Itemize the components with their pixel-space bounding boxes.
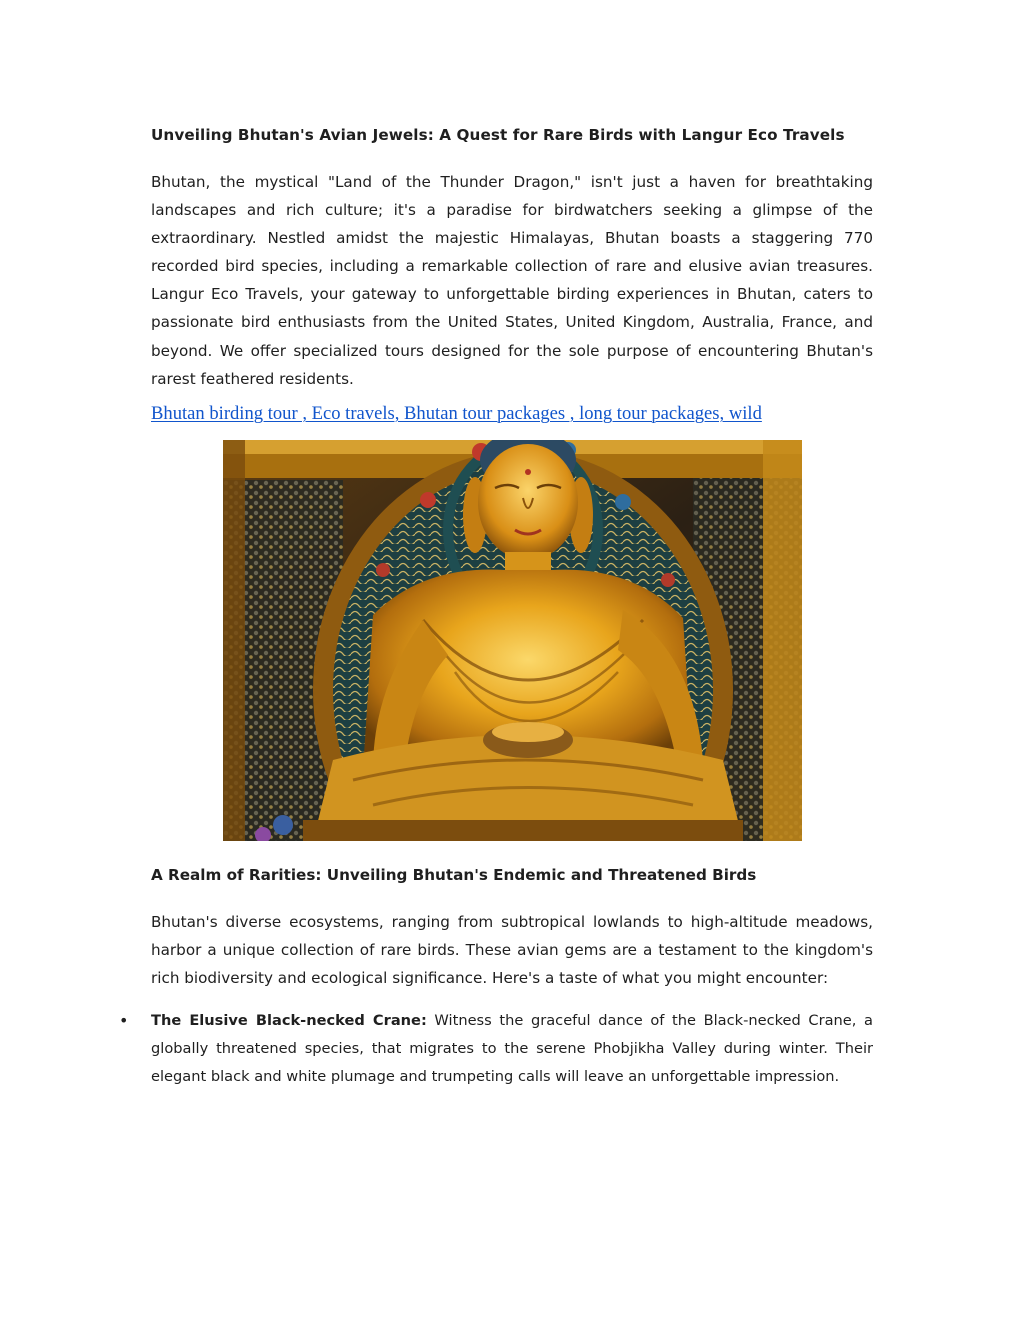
bullet-icon: • [119,1011,129,1031]
rarities-section [119,864,874,1092]
article-header [151,124,873,426]
buddha-statue-image [223,440,802,841]
bird-name: The Elusive Black-necked Crane: [151,1012,427,1030]
list-item [119,1007,874,1091]
intro-paragraph: Bhutan, the mystical "Land of the Thunder Dragon," isn't just a haven for breathtaking landscapes and rich culture; it's a paradise for birdwatchers seeking a glimpse of the extraordinary. Nestled amidst the majestic Himalayas, Bhutan boasts a staggering 770 recorded bird species, including a remarkable collection of rare and elusive avian treasures. Langur Eco Travels, your gateway to unforgettable birding experiences in Bhutan, caters to passionate bird enthusiasts from the United States, United Kingdom, Australia, France, and beyond. We offer specialized tours designed for the sole purpose of encountering Bhutan's rarest feathered residents. [151,173,873,388]
tour-links [151,402,873,426]
article-title: Unveiling Bhutan's Avian Jewels: A Quest for Rare Birds with Langur Eco Travels [151,126,845,144]
bird-description: Witness the graceful dance of the Black-necked Crane, a globally threatened species, that migrates to the serene Phobjikha Valley during winter. Their elegant black and white plumage and trumpeting calls will leave an unforgettable impression. [151,1012,874,1086]
bird-list [119,1007,874,1091]
section-heading: A Realm of Rarities: Unveiling Bhutan's Endemic and Threatened Birds [151,866,757,884]
section-paragraph: Bhutan's diverse ecosystems, ranging from subtropical lowlands to high-altitude meadows, harbor a unique collection of rare birds. These avian gems are a testament to the kingdom's rich biodiversity and ecological significance. Here's a taste of what you might encounter: [151,913,873,988]
tour-packages-link[interactable]: Bhutan birding tour , Eco travels, Bhutan tour packages , long tour packages, wild [151,402,762,424]
